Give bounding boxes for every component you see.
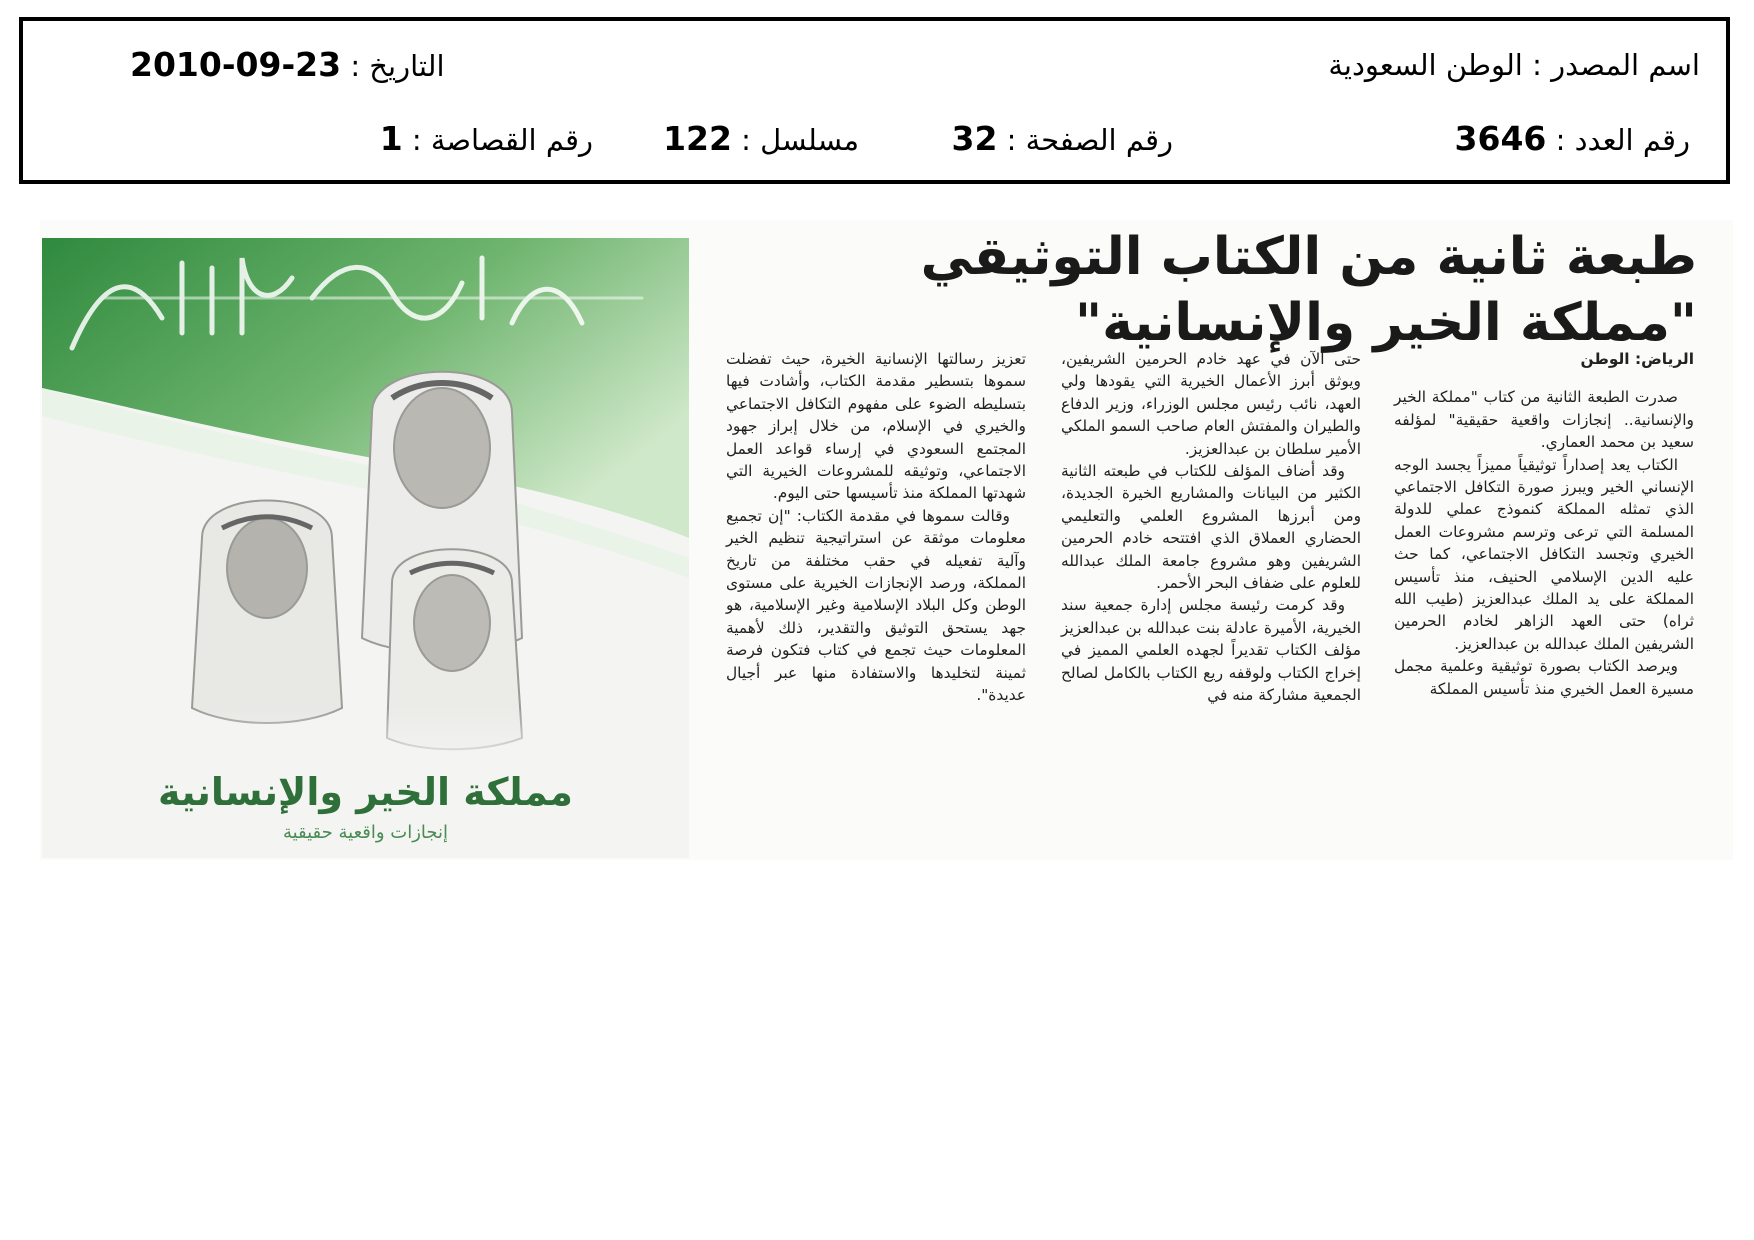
book-cover-image bbox=[42, 238, 689, 858]
cover-subtitle: إنجازات واقعية حقيقية bbox=[282, 822, 449, 843]
paragraph: تعزيز رسالتها الإنسانية الخيرة، حيث تفضلت سموها بتسطير مقدمة الكتاب، وأشادت فيها بتسليطه الضوء على مفهوم التكافل الاجتماعي والخيري في الإسلام، من خلال إبراز جهود المجتمع السعودي في إرساء قواعد العمل الاجتماعي، وتوثيقه للمشروعات الخيرية التي شهدتها المملكة منذ تأسيسها حتى اليوم. bbox=[726, 350, 1026, 503]
article-byline: الرياض: الوطن bbox=[1580, 350, 1694, 368]
article-headline bbox=[737, 224, 1697, 356]
paragraph: وقد أضاف المؤلف للكتاب في طبعته الثانية الكثير من البيانات والمشاريع الخيرة الجديدة، ومن أبرزها المشروع العلمي والتعليمي الحضاري العملاق الذي افتتحه خادم الحرمين الشريفين وهو مشروع جامعة الملك عبدالله للعلوم على ضفاف البحر الأحمر. bbox=[1061, 462, 1361, 593]
newspaper-clipping bbox=[40, 220, 1733, 860]
serial-value: 122 bbox=[663, 119, 732, 158]
paragraph: صدرت الطبعة الثانية من كتاب "مملكة الخير والإنسانية.. إنجازات واقعية حقيقية" لمؤلفه سعيد بن محمد العماري. bbox=[1394, 388, 1694, 452]
book-cover-artwork bbox=[42, 238, 689, 858]
source-field bbox=[1328, 47, 1700, 83]
paragraph: حتى الآن في عهد خادم الحرمين الشريفين، ويوثق أبرز الأعمال الخيرية التي يقودها ولي العهد، نائب رئيس مجلس الوزراء، وزير الدفاع والطيران والمفتش العام صاحب السمو الملكي الأمير سلطان بن عبدالعزيز. bbox=[1061, 350, 1361, 458]
source-label: اسم المصدر : bbox=[1532, 48, 1700, 82]
clip-value: 1 bbox=[379, 119, 403, 158]
flag-banner bbox=[42, 238, 689, 538]
clip-number-field bbox=[380, 121, 593, 158]
article-column-3 bbox=[726, 348, 1026, 707]
headline-line-1: طبعة ثانية من الكتاب التوثيقي bbox=[920, 227, 1697, 287]
date-label: التاريخ : bbox=[350, 49, 445, 83]
date-field bbox=[130, 47, 445, 84]
article-column-2 bbox=[1061, 348, 1361, 707]
source-value: الوطن السعودية bbox=[1328, 48, 1523, 82]
portrait-left bbox=[192, 501, 342, 724]
headline-line-2: "مملكة الخير والإنسانية" bbox=[1075, 293, 1697, 353]
cover-title: مملكة الخير والإنسانية bbox=[158, 770, 573, 814]
paragraph: وقالت سموها في مقدمة الكتاب: "إن تجميع معلومات موثقة عن استراتيجية تنظيم الخير وآلية تفعيله في حقب مختلفة من تاريخ المملكة، ورصد الإنجازات الخيرية على مستوى الوطن وكل البلاد الإسلامية وغير الإسلامية، هو جهد يستحق التوثيق والتقدير، ذلك لأهمية المعلومات حيث تجمع في كتاب فتكون فرصة ثمينة لتخليدها والاستفادة منها عبر أجيال عديدة". bbox=[726, 506, 1026, 705]
page-number-field bbox=[951, 121, 1173, 158]
clipping-metadata-box bbox=[19, 17, 1730, 184]
paragraph: وقد كرمت رئيسة مجلس إدارة جمعية سند الخيرية، الأميرة عادلة بنت عبدالله بن عبدالعزيز مؤلف الكتاب تقديراً لجهده العلمي المميز في إخراج الكتاب ولوقفه ريع الكتاب بالكامل لصالح الجمعية مشاركة منه في bbox=[1061, 596, 1361, 705]
issue-label: رقم العدد : bbox=[1555, 123, 1690, 157]
paragraph: الكتاب يعد إصداراً توثيقياً مميزاً يجسد الوجه الإنساني الخير ويبرز صورة التكافل الاجتماعي الذي تمثله المملكة كنموذج عملي للدولة المسلمة التي ترعى وترسم مشروعات العمل الخيري وتجسد التكافل الاجتماعي، كما حث عليه الدين الإسلامي الحنيف، منذ تأسيس المملكة على يد الملك عبدالعزيز (طيب الله ثراه) حتى العهد الزاهر لخادم الحرمين الشريفين الملك عبدالله بن عبدالعزيز. bbox=[1394, 455, 1694, 653]
issue-value: 3646 bbox=[1454, 119, 1547, 158]
clip-label: رقم القصاصة : bbox=[411, 123, 593, 157]
page-value: 32 bbox=[951, 119, 998, 158]
article-column-1 bbox=[1394, 348, 1694, 700]
page-label: رقم الصفحة : bbox=[1006, 123, 1173, 157]
issue-number-field bbox=[1455, 121, 1690, 158]
serial-field bbox=[663, 121, 859, 158]
paragraph: ويرصد الكتاب بصورة توثيقية وعلمية مجمل مسيرة العمل الخيري منذ تأسيس المملكة bbox=[1394, 657, 1694, 698]
serial-label: مسلسل : bbox=[741, 123, 859, 157]
date-value: 2010-09-23 bbox=[130, 45, 342, 84]
